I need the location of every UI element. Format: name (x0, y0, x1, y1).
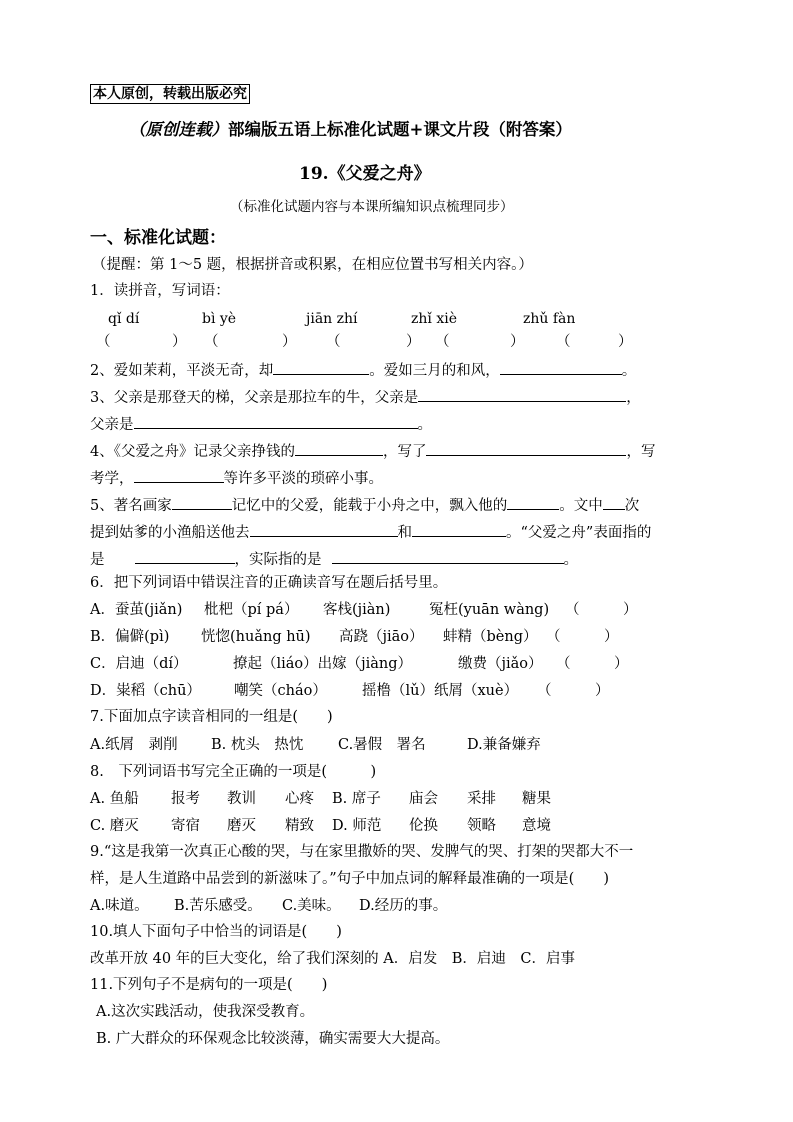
bracket-close-1: ） (172, 334, 187, 350)
question-5: 5、著名画家 记忆中的父爱，能载于小舟之中，飘入他的 。文中 次 (90, 495, 639, 516)
question-5-cont2: 是 ，实际指的是 。 (90, 549, 578, 570)
blank[interactable] (295, 441, 383, 456)
answer-bracket[interactable]: （ ） (565, 602, 638, 618)
option-b[interactable]: B.苦乐感受。 (174, 898, 262, 914)
pinyin-4: zhǐ xiè (411, 311, 457, 327)
reminder: （提醒：第 1～5 题，根据拼音或积累，在相应位置书写相关内容。） (92, 257, 533, 273)
pinyin-5: zhǔ fàn (523, 311, 576, 327)
blank[interactable] (500, 360, 622, 375)
bracket-open-3[interactable]: （ (326, 334, 341, 350)
option-c[interactable]: C.暑假 署名 (338, 737, 426, 753)
bracket-close-3: ） (406, 334, 421, 350)
question-7-stem: 7.下面加点字读音相同的一组是( ) (90, 709, 333, 725)
title-main: 部编版五语上标准化试题+课文片段（附答案） (228, 120, 572, 139)
blank[interactable] (507, 495, 559, 510)
blank[interactable] (172, 495, 232, 510)
option-a[interactable]: A.味道。 (90, 898, 149, 914)
question-10-stem: 10.填人下面句子中恰当的词语是( ) (90, 924, 342, 940)
blank[interactable] (273, 360, 369, 375)
option-c[interactable]: C.美味。 (282, 898, 341, 914)
title-prefix: （原创连载） (129, 120, 228, 139)
option-b[interactable]: B. 枕头 热忱 (211, 737, 304, 753)
bracket-close-5: ） (618, 334, 633, 350)
answer-bracket[interactable]: （ ） (546, 629, 619, 645)
blank[interactable] (135, 549, 235, 564)
question-1-stem: 1．读拼音，写词语： (90, 283, 230, 299)
notice-text: 本人原创，转载出版必究 (90, 84, 250, 104)
bracket-open-5[interactable]: （ (556, 334, 571, 350)
section-heading: 一、标准化试题： (90, 228, 226, 248)
answer-bracket[interactable]: （ ） (556, 656, 629, 672)
blank[interactable] (412, 522, 506, 537)
blank[interactable] (332, 549, 564, 564)
bracket-open-4[interactable]: （ (435, 334, 450, 350)
blank[interactable] (426, 441, 626, 456)
question-4-cont: 考学， 等许多平淡的琐碎小事。 (90, 468, 383, 489)
question-11-option-a[interactable]: A.这次实践活动，使我深受教育。 (96, 1004, 315, 1020)
question-4: 4、《父爱之舟》记录父亲挣钱的 ，写了 ，写 (90, 441, 655, 462)
question-9-line-1: 9.“这是我第一次真正心酸的哭，与在家里撒娇的哭、发脾气的哭、打架的哭都大不一 (90, 844, 634, 860)
blank[interactable] (603, 495, 625, 510)
subtitle: （标准化试题内容与本课所编知识点梳理同步） (230, 199, 514, 215)
pinyin-1: qǐ dí (108, 311, 140, 327)
blank[interactable] (134, 414, 418, 429)
question-10-line: 改革开放 40 年的巨大变化，给了我们深刻的 A．启发 B．启迪 C．启事 (90, 951, 575, 967)
copyright-notice (90, 84, 250, 104)
question-5-cont: 提到姑爹的小渔船送他去 和 。“父爱之舟”表面指的 (90, 522, 651, 543)
pinyin-3: jiān zhí (306, 311, 358, 327)
blank[interactable] (250, 522, 398, 537)
document-title (129, 120, 572, 140)
question-3-cont: 父亲是 。 (90, 414, 432, 435)
answer-bracket[interactable]: （ ） (537, 683, 610, 699)
question-3: 3、父亲是那登天的梯，父亲是那拉车的牛，父亲是 ， (90, 387, 641, 408)
bracket-open-2[interactable]: （ (204, 334, 219, 350)
blank[interactable] (418, 387, 626, 402)
option-d[interactable]: D.经历的事。 (359, 898, 448, 914)
option-a[interactable]: A.纸屑 剥削 (90, 737, 178, 753)
question-2: 2、爱如茉莉，平淡无奇，却 。爱如三月的和风， 。 (90, 360, 636, 381)
bracket-close-4: ） (510, 334, 525, 350)
bracket-close-2: ） (282, 334, 297, 350)
lesson-title: 19.《父爱之舟》 (299, 164, 431, 184)
pinyin-2: bì yè (202, 311, 237, 327)
question-11-option-b[interactable]: B. 广大群众的环保观念比较淡薄，确实需要大大提高。 (96, 1031, 450, 1047)
question-8-stem: 8. 下列词语书写完全正确的一项是( ) (90, 764, 377, 780)
question-6-stem: 6．把下列词语中错误注音的正确读音写在题后括号里。 (90, 575, 448, 591)
bracket-open-1[interactable]: （ (96, 334, 111, 350)
question-11-stem: 11.下列句子不是病句的一项是( ) (90, 977, 328, 993)
option-d[interactable]: D.兼备嫌弃 (467, 737, 541, 753)
question-9-line-2: 样，是人生道路中品尝到的新滋味了。”句子中加点词的解释最准确的一项是( ) (90, 871, 609, 887)
blank[interactable] (134, 468, 224, 483)
